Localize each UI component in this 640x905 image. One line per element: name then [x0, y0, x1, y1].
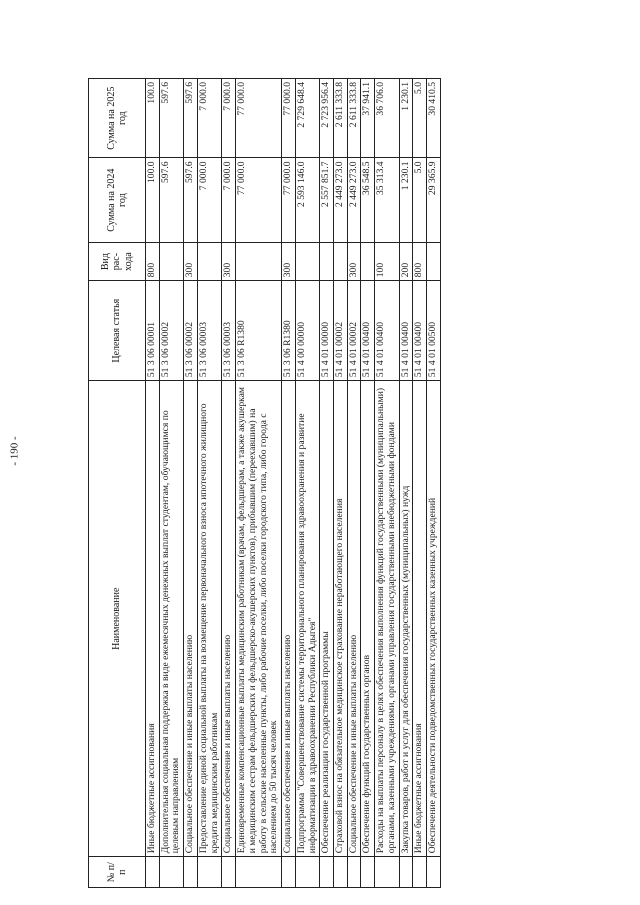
cell-num	[399, 857, 413, 888]
table-row	[184, 79, 198, 888]
page-number	[0, 436, 24, 466]
cell-num	[159, 857, 183, 888]
cell-sum-2025: 2 729 648.4	[295, 79, 319, 158]
cell-sum-2024: 77 000.0	[282, 158, 296, 242]
budget-table-wrapper	[88, 78, 548, 888]
cell-num	[375, 857, 399, 888]
cell-name: Страховой взнос на обязательное медицинское страхование неработающего населения	[334, 381, 348, 857]
page-number-text: - 190 -	[8, 436, 21, 466]
cell-sum-2024: 5.0	[413, 158, 427, 242]
cell-target-article: 51 4 01 00500	[427, 281, 441, 381]
cell-name: Обеспечение деятельности подведомственных государственных казенных учреждений	[427, 381, 441, 857]
header-sum-2024: Сумма на 2024 год	[89, 158, 146, 242]
cell-expense-type: 300	[347, 242, 361, 280]
cell-name: Расходы на выплаты персоналу в целях обеспечения выполнения функций государственными (муниципальными) органами, казенными учреждениями, органами управления государственными внебюджетными фондами	[375, 381, 399, 857]
cell-num	[413, 857, 427, 888]
cell-expense-type	[361, 242, 375, 280]
cell-target-article: 51 3 06 00003	[222, 281, 236, 381]
table-row	[427, 79, 441, 888]
cell-sum-2024: 7 000.0	[197, 158, 221, 242]
cell-expense-type: 200	[399, 242, 413, 280]
cell-sum-2024: 597.6	[159, 158, 183, 242]
cell-sum-2025: 7 000.0	[222, 79, 236, 158]
cell-target-article: 51 4 01 00400	[413, 281, 427, 381]
cell-sum-2024: 2 449 273.0	[334, 158, 348, 242]
header-name: Наименование	[89, 381, 146, 857]
cell-sum-2024: 597.6	[184, 158, 198, 242]
cell-sum-2024: 35 313.4	[375, 158, 399, 242]
cell-num	[361, 857, 375, 888]
cell-expense-type: 800	[146, 242, 160, 280]
header-num: № п/п	[89, 857, 146, 888]
cell-sum-2025: 1 230.1	[399, 79, 413, 158]
header-target: Целевая статья	[89, 281, 146, 381]
cell-name: Иные бюджетные ассигнования	[413, 381, 427, 857]
cell-sum-2024: 29 365.9	[427, 158, 441, 242]
table-row	[375, 79, 399, 888]
cell-num	[236, 857, 282, 888]
cell-num	[197, 857, 221, 888]
cell-target-article: 51 4 01 00400	[375, 281, 399, 381]
cell-expense-type: 300	[282, 242, 296, 280]
cell-name: Обеспечение функций государственных органов	[361, 381, 375, 857]
cell-sum-2025: 37 941.1	[361, 79, 375, 158]
table-row	[282, 79, 296, 888]
table-row	[295, 79, 319, 888]
cell-name: Дополнительная социальная поддержка в виде ежемесячных денежных выплат студентам, обучающимся по целевым направлениям	[159, 381, 183, 857]
table-row	[197, 79, 221, 888]
cell-sum-2025: 7 000.0	[197, 79, 221, 158]
cell-sum-2025: 2 611 333.8	[334, 79, 348, 158]
cell-num	[427, 857, 441, 888]
cell-target-article: 51 4 01 00400	[361, 281, 375, 381]
cell-expense-type: 800	[413, 242, 427, 280]
cell-target-article: 51 3 06 R1380	[282, 281, 296, 381]
cell-name: Обеспечение реализации государственной программы	[320, 381, 334, 857]
cell-sum-2025: 2 723 956.4	[320, 79, 334, 158]
cell-target-article: 51 4 01 00000	[320, 281, 334, 381]
table-row	[236, 79, 282, 888]
cell-target-article: 51 3 06 00003	[197, 281, 221, 381]
cell-sum-2025: 36 706.0	[375, 79, 399, 158]
cell-num	[222, 857, 236, 888]
cell-sum-2025: 597.6	[184, 79, 198, 158]
cell-target-article: 51 4 01 00400	[399, 281, 413, 381]
cell-target-article: 51 4 01 00002	[347, 281, 361, 381]
cell-expense-type	[334, 242, 348, 280]
cell-sum-2024: 77 000.0	[236, 158, 282, 242]
cell-sum-2025: 5.0	[413, 79, 427, 158]
cell-expense-type: 300	[184, 242, 198, 280]
cell-name: Социальное обеспечение и иные выплаты населению	[184, 381, 198, 857]
cell-sum-2024: 100.0	[146, 158, 160, 242]
table-header-row	[89, 79, 146, 888]
cell-num	[146, 857, 160, 888]
cell-sum-2024: 2 449 273.0	[347, 158, 361, 242]
header-sum-2025: Сумма на 2025 год	[89, 79, 146, 158]
table-row	[361, 79, 375, 888]
cell-sum-2025: 2 611 333.8	[347, 79, 361, 158]
cell-name: Социальное обеспечение и иные выплаты населению	[282, 381, 296, 857]
budget-table	[88, 78, 441, 888]
table-row	[399, 79, 413, 888]
cell-num	[334, 857, 348, 888]
table-row	[334, 79, 348, 888]
table-row	[413, 79, 427, 888]
cell-target-article: 51 3 06 R1380	[236, 281, 282, 381]
table-row	[159, 79, 183, 888]
header-type: Вид рас-хода	[89, 242, 146, 280]
cell-expense-type: 100	[375, 242, 399, 280]
cell-name: Иные бюджетные ассигнования	[146, 381, 160, 857]
table-row	[320, 79, 334, 888]
cell-expense-type	[320, 242, 334, 280]
table-row	[146, 79, 160, 888]
cell-name: Социальное обеспечение и иные выплаты населению	[347, 381, 361, 857]
cell-target-article: 51 4 01 00002	[334, 281, 348, 381]
cell-expense-type	[159, 242, 183, 280]
cell-num	[347, 857, 361, 888]
cell-num	[184, 857, 198, 888]
cell-num	[282, 857, 296, 888]
cell-sum-2024: 2 593 146.0	[295, 158, 319, 242]
cell-target-article: 51 3 06 00001	[146, 281, 160, 381]
cell-expense-type	[427, 242, 441, 280]
cell-sum-2025: 100.0	[146, 79, 160, 158]
rotated-page	[88, 78, 548, 888]
cell-sum-2024: 36 548.5	[361, 158, 375, 242]
cell-num	[295, 857, 319, 888]
cell-sum-2024: 1 230.1	[399, 158, 413, 242]
cell-target-article: 51 3 06 00002	[184, 281, 198, 381]
table-row	[222, 79, 236, 888]
cell-name: Подпрограмма "Совершенствование системы территориального планирования здравоохранения и развитие информатизации в здравоохранении Республики Адыгея"	[295, 381, 319, 857]
cell-sum-2025: 597.6	[159, 79, 183, 158]
cell-sum-2025: 30 410.5	[427, 79, 441, 158]
cell-expense-type	[197, 242, 221, 280]
cell-sum-2025: 77 000.0	[282, 79, 296, 158]
cell-num	[320, 857, 334, 888]
cell-name: Единовременные компенсационные выплаты медицинским работникам (врачам, фельдшерам, а также акушеркам и медицинским сестрам фельдшерских и фельдшерско-акушерских пунктов), прибывшим (переехавшим) на работу в сельские населенные пункты, либо рабочие поселки, либо поселки городского типа, либо города с населением до 50 тысяч человек	[236, 381, 282, 857]
cell-name: Закупка товаров, работ и услуг для обеспечения государственных (муниципальных) нужд	[399, 381, 413, 857]
cell-name: Социальное обеспечение и иные выплаты населению	[222, 381, 236, 857]
cell-sum-2024: 7 000.0	[222, 158, 236, 242]
cell-expense-type	[295, 242, 319, 280]
cell-sum-2025: 77 000.0	[236, 79, 282, 158]
cell-name: Предоставление единой социальной выплаты на возмещение первоначального взноса ипотечного жилищного кредита медицинским работникам	[197, 381, 221, 857]
cell-expense-type: 300	[222, 242, 236, 280]
cell-expense-type	[236, 242, 282, 280]
cell-target-article: 51 4 00 00000	[295, 281, 319, 381]
cell-target-article: 51 3 06 00002	[159, 281, 183, 381]
cell-sum-2024: 2 557 851.7	[320, 158, 334, 242]
table-row	[347, 79, 361, 888]
